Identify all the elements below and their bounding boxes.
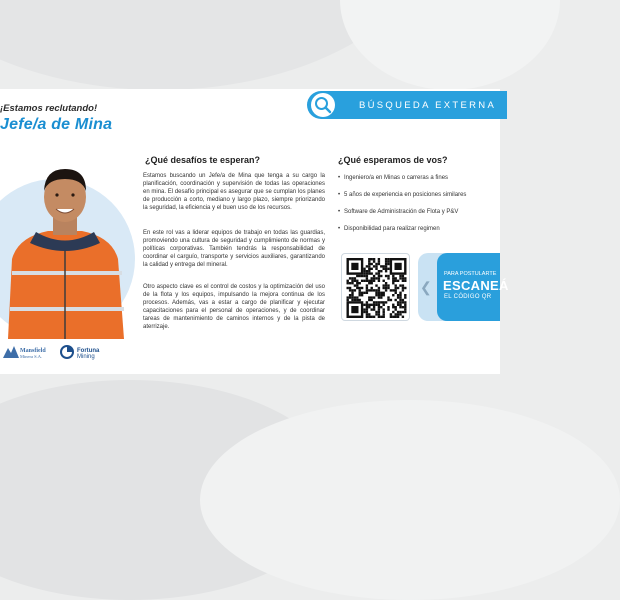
apply-line-3: EL CÓDIGO QR <box>444 294 492 300</box>
worker-photo <box>0 139 130 339</box>
tagline: ¡Estamos reclutando! <box>0 103 98 114</box>
apply-line-1: PARA POSTULARTE <box>444 271 497 277</box>
background-shape <box>340 0 560 90</box>
requirements-list <box>338 175 498 243</box>
fortuna-swirl-icon <box>60 345 74 359</box>
chevron-left-icon: ❮ <box>420 279 432 295</box>
requirement-item: • 5 años de experiencia en posiciones similares <box>338 192 498 209</box>
fortuna-logo <box>60 345 120 365</box>
mansfield-logo <box>3 345 55 365</box>
magnifier-icon <box>311 93 335 117</box>
background-shape <box>200 400 620 600</box>
challenges-paragraph: Otro aspecto clave es el control de costos y la optimización del uso de la flota y los equipos, impulsando la mejora continua de los procesos. Además, vas a estar a cargo de planificar y ejecutar capacitaciones para el personal de operaciones, y de coordinar tareas de mantenimiento de caminos internos y de la pista de aterrizaje. <box>143 284 325 330</box>
job-posting-card <box>0 89 509 374</box>
qr-code-image[interactable] <box>342 254 411 322</box>
fortuna-logo-sub: Mining <box>77 354 95 360</box>
apply-callout <box>418 253 509 321</box>
expectations-heading: ¿Qué esperamos de vos? <box>338 155 448 165</box>
job-title: Jefe/a de Mina <box>0 116 113 133</box>
qr-code[interactable] <box>341 253 410 321</box>
requirement-item: • Disponibilidad para realizar regimen <box>338 226 498 243</box>
mansfield-logo-name: Mansfield <box>20 348 46 354</box>
challenges-paragraph: En este rol vas a liderar equipos de trabajo en todas las guardias, promoviendo una cultura de seguridad y cumplimiento de normas y políticas corporativas. También tendrás la responsabilidad de coordinar el carguío, transporte y servicios auxiliares, garantizando la calidad y entrega del mineral. <box>143 230 325 268</box>
challenges-heading: ¿Qué desafíos te esperan? <box>145 155 261 165</box>
mansfield-logo-sub: Minera S.A. <box>20 354 43 359</box>
requirement-item: • Ingeniero/a en Minas o carreras a fines <box>338 175 498 192</box>
apply-line-2: ESCANEÁ <box>443 278 509 293</box>
badge-icon-circle <box>311 93 335 117</box>
badge-label: BÚSQUEDA EXTERNA <box>359 100 497 111</box>
fortuna-logo-name: Fortuna <box>77 348 100 354</box>
challenges-paragraph: Estamos buscando un Jefe/a de Mina que tenga a su cargo la planificación, coordinación y supervisión de todas las operaciones en mina. El desafío principal es asegurar que se cumplan los planes de producción a corto, mediano y largo plazo, siempre priorizando la seguridad, la eficiencia y el buen uso de los recursos. <box>143 173 325 211</box>
requirement-item: • Software de Administración de Flota y P&V <box>338 209 498 226</box>
mansfield-mountain-icon <box>3 345 19 359</box>
apply-callout-panel <box>437 253 509 321</box>
external-search-badge <box>307 91 507 119</box>
